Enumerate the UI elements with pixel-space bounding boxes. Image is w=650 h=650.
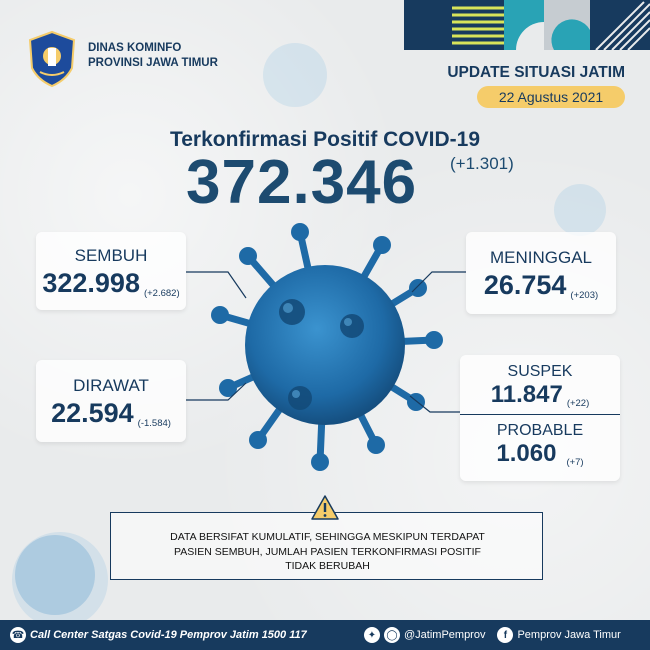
sembuh-label: SEMBUH (74, 246, 148, 265)
social-handle[interactable]: @JatimPemprov (404, 629, 486, 641)
call-center (10, 627, 307, 643)
agency-line-1: DINAS KOMINFO (88, 42, 182, 54)
date-badge: 22 Agustus 2021 (477, 86, 625, 108)
suspek-label: SUSPEK (507, 363, 573, 380)
footer (0, 620, 650, 650)
agency-line-2: PROVINSI JAWA TIMUR (88, 57, 218, 69)
facebook-icon[interactable]: f (497, 627, 513, 643)
facebook-page[interactable]: Pemprov Jawa Timur (517, 629, 621, 641)
sembuh-delta: (+2.682) (143, 288, 180, 299)
suspek-value: 11.847 (490, 381, 563, 408)
card-dirawat (36, 360, 186, 442)
confirmed-label: Terkonfirmasi Positif COVID-19 (169, 128, 481, 151)
probable-label: PROBABLE (496, 422, 584, 439)
phone-icon: ☎ (10, 627, 26, 643)
dirawat-label: DIRAWAT (73, 376, 149, 395)
probable-value: 1.060 (496, 440, 557, 467)
card-sembuh (36, 232, 186, 310)
card-meninggal (466, 232, 616, 314)
warning-icon (311, 495, 339, 521)
suspek-delta: (+22) (566, 398, 590, 409)
notice-line-1: DATA BERSIFAT KUMULATIF, SEHINGGA MESKIPUN TERDAPAT (170, 531, 485, 543)
confirmed-delta: (+1.301) (450, 154, 514, 173)
sembuh-value: 322.998 (42, 268, 140, 298)
call-center-text: Call Center Satgas Covid-19 Pemprov Jatim 1500 117 (30, 629, 307, 641)
social-links (364, 627, 621, 643)
card-divider (460, 414, 620, 415)
meninggal-delta: (+203) (570, 290, 599, 301)
meninggal-value: 26.754 (483, 270, 567, 300)
card-suspek-probable (460, 355, 620, 481)
dirawat-delta: (-1.584) (137, 418, 171, 429)
notice-line-2: PASIEN SEMBUH, JUMLAH PASIEN TERKONFIRMASI POSITIF (174, 545, 481, 558)
notice-text (130, 530, 525, 574)
instagram-icon[interactable]: ◯ (384, 627, 400, 643)
twitter-icon[interactable]: ✦ (364, 627, 380, 643)
meninggal-label: MENINGGAL (489, 248, 593, 267)
confirmed-value: 372.346 (186, 148, 418, 217)
probable-delta: (+7) (566, 457, 584, 468)
notice-line-3: TIDAK BERUBAH (285, 560, 370, 572)
dirawat-value: 22.594 (51, 398, 134, 428)
update-title: UPDATE SITUASI JATIM (447, 64, 625, 81)
